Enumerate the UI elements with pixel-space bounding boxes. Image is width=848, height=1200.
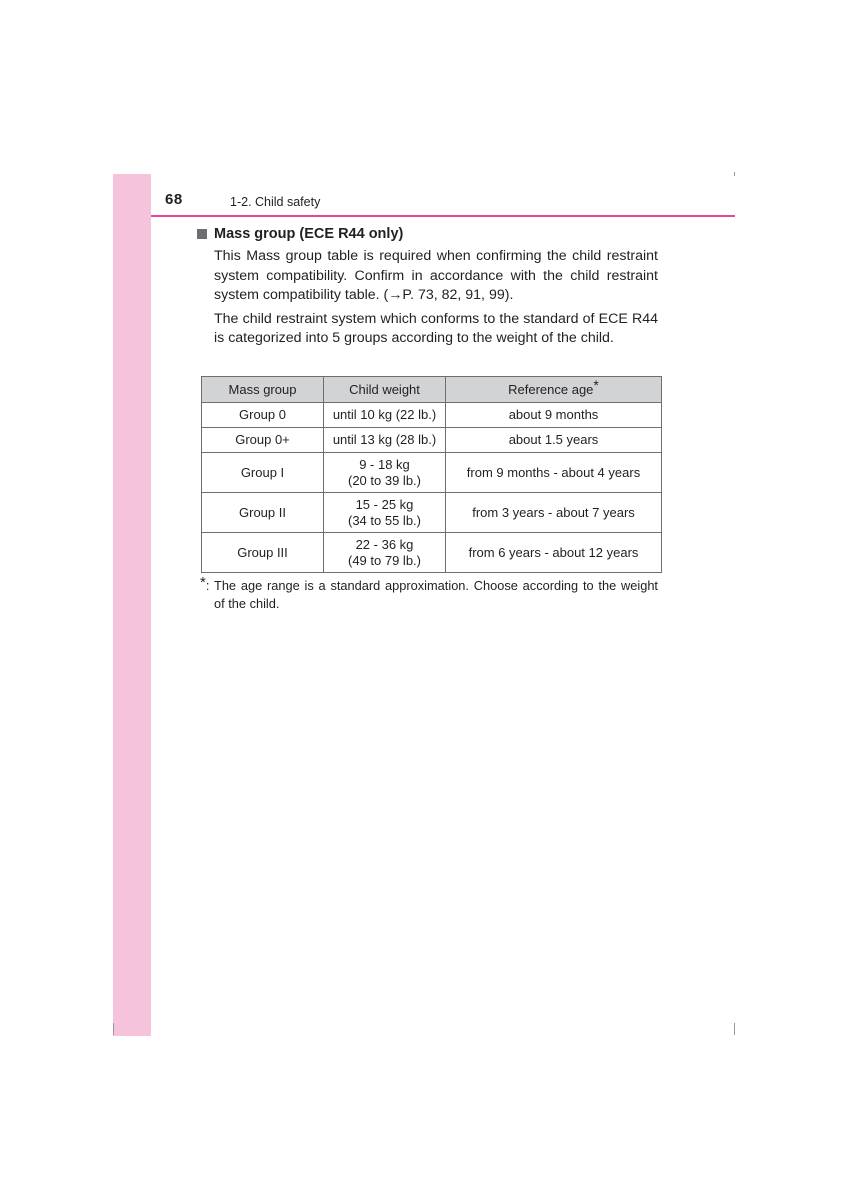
- section-heading: [197, 224, 663, 244]
- mass-group-table-wrapper: [201, 376, 662, 573]
- weight-kg: 9 - 18 kg: [359, 456, 410, 472]
- weight-lb: (34 to 55 lb.): [348, 512, 421, 528]
- table-header-row: [202, 377, 662, 403]
- cell-group: Group II: [202, 493, 324, 533]
- paragraph-compatibility: This Mass group table is required when confirming the child restraint system compatibility. Confirm in accordance with the child restraint system compatibility table. (→P. 73, 82, 91, 99).: [214, 248, 658, 303]
- table-row: [202, 403, 662, 428]
- chapter-side-tab: [113, 174, 151, 1036]
- header-reference-age-text: Reference age: [508, 381, 594, 397]
- cell-group: Group 0: [202, 403, 324, 428]
- footnote: [200, 574, 658, 613]
- footnote-text: The age range is a standard approximation. Choose according to the weight of the child.: [214, 578, 658, 611]
- section-title: 1-2. Child safety: [230, 195, 321, 209]
- weight-lb: (49 to 79 lb.): [348, 552, 421, 568]
- cell-group: Group 0+: [202, 428, 324, 453]
- cell-weight: [324, 453, 446, 493]
- footnote-asterisk: *: [200, 574, 206, 591]
- crop-mark-bottom-right: [734, 1023, 735, 1035]
- cell-age: from 6 years - about 12 years: [446, 533, 662, 573]
- weight-lb: (20 to 39 lb.): [348, 472, 421, 488]
- crop-mark-top-right: [734, 172, 735, 176]
- table-row: [202, 428, 662, 453]
- cell-group: Group III: [202, 533, 324, 573]
- cell-age: about 1.5 years: [446, 428, 662, 453]
- page-number: 68: [165, 191, 183, 208]
- table-row: [202, 453, 662, 493]
- header-reference-age: [446, 377, 662, 403]
- table-row: [202, 533, 662, 573]
- crop-mark-bottom-left: [113, 1023, 114, 1035]
- header-mass-group: Mass group: [202, 377, 324, 403]
- cell-age: from 9 months - about 4 years: [446, 453, 662, 493]
- cell-weight: [324, 533, 446, 573]
- paragraph-categories: The child restraint system which conforms to the standard of ECE R44 is categorized into 5 groups according to the weight of the child.: [214, 310, 658, 346]
- header-child-weight: Child weight: [324, 377, 446, 403]
- cell-weight: until 10 kg (22 lb.): [324, 403, 446, 428]
- heading-text: Mass group (ECE R44 only): [214, 226, 404, 242]
- header-rule: [151, 215, 735, 217]
- asterisk-mark: *: [593, 376, 599, 393]
- cell-age: from 3 years - about 7 years: [446, 493, 662, 533]
- mass-group-table: [201, 376, 662, 573]
- cell-group: Group I: [202, 453, 324, 493]
- table-row: [202, 493, 662, 533]
- cell-weight: until 13 kg (28 lb.): [324, 428, 446, 453]
- footnote-colon: :: [205, 578, 210, 593]
- main-content: [197, 224, 663, 349]
- square-bullet-icon: [197, 229, 207, 239]
- weight-kg: 15 - 25 kg: [355, 496, 414, 512]
- footnote-marker: [200, 574, 214, 613]
- cell-age: about 9 months: [446, 403, 662, 428]
- weight-kg: 22 - 36 kg: [355, 536, 414, 552]
- cell-weight: [324, 493, 446, 533]
